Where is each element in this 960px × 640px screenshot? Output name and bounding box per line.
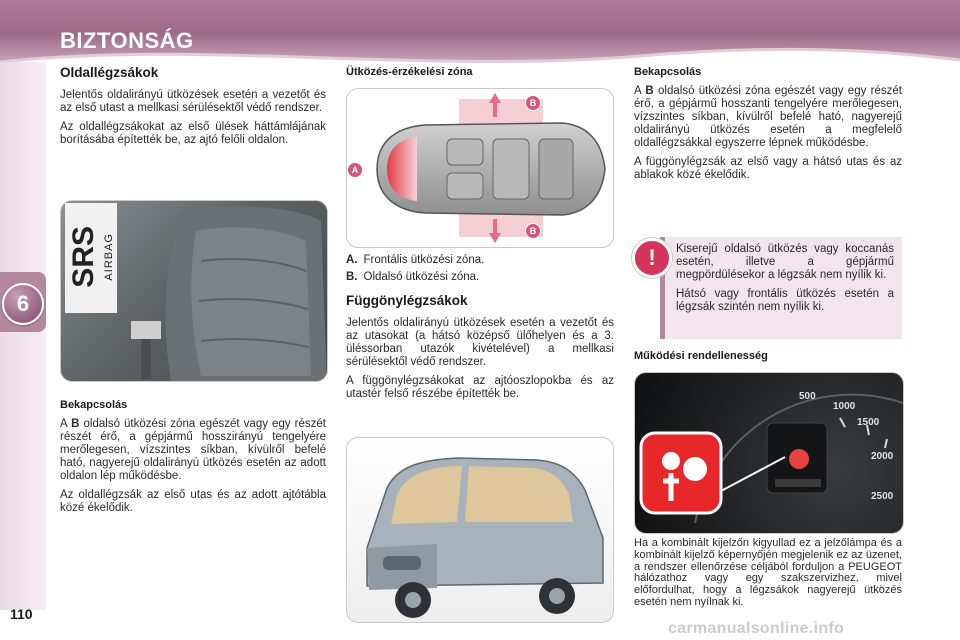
airbag-text: AIRBAG	[103, 233, 115, 281]
right-activation	[634, 66, 902, 188]
page-title: BIZTONSÁG	[60, 28, 194, 53]
sidebar	[0, 62, 46, 610]
car-top-view	[347, 89, 613, 247]
curtain-airbags-heading: Függönylégzsákok	[346, 293, 468, 308]
srs-text: SRS	[67, 226, 100, 288]
left-activation-para2: Az oldallégzsák az első utas és az adott ajtótábla közé ékelődik.	[60, 489, 326, 514]
chapter-number[interactable]: 6	[2, 283, 44, 325]
crash-zone-diagram	[346, 88, 614, 248]
function-heading: Működési rendellenesség	[634, 350, 768, 362]
curtain-para1: Jelentős oldalirányú ütközések esetén a vezetőt és az utasokat (a hátsó középső ülőhelyen és a 3. üléssorban utazók kivételével) a mellkasi sérülésektől védő rendszer.	[346, 317, 614, 368]
zone-heading: Ütközés-érzékelési zóna	[346, 66, 473, 78]
zone-b-letter: B	[645, 85, 654, 97]
side-airbags-para2: Az oldallégzsákokat az első ülések háttámlájának borításába építették be, az ajtó felőli oldalon.	[60, 121, 326, 146]
car-photo	[346, 437, 614, 623]
function-para: Ha a kombinált kijelzőn kigyullad ez a jelzőlámpa és a kombinált kijelző képernyőjén megjelenik ez az üzenet, a rendszer ellenőrzése céljából forduljon a PEUGEOT hálózathoz vagy egy szakszervizhez, mivel előfordulhat, hogy a légzsákok nagyerejű ütközés esetén nem nyílnak ki.	[634, 537, 902, 608]
curtain-para2: A függönylégzsákokat az ajtóoszlopokba és az utastér felső részébe építették be.	[346, 375, 614, 400]
cluster-illustration	[635, 373, 903, 533]
zone-a-badge: A	[347, 162, 363, 178]
warning-text	[676, 243, 894, 320]
tick-label-1000: 1000	[833, 401, 856, 412]
suv-illustration	[347, 438, 613, 622]
tick-label-500: 500	[799, 391, 816, 402]
side-airbags-heading: Oldallégzsákok	[60, 65, 159, 80]
right-activation-para1: A B oldalsó ütközési zóna egészét vagy egy részét érő, a gépjármű hosszanti tengelyére merőlegesen, vízszintes síkban, kívülről befelé ható, nagyerejű oldalirányú ütközés esetén a megfelelő oldallégzsákkal egyszerre lépnek működésbe.	[634, 85, 902, 149]
legend-item-a: A. Frontális ütközési zóna.	[346, 254, 485, 266]
warning-exclamation-icon: !	[632, 238, 672, 278]
tick-label-2500: 2500	[871, 491, 894, 502]
tick-label-2000: 2000	[871, 451, 894, 462]
watermark: carmanualsonline.info	[668, 620, 845, 637]
left-activation-para1: A B oldalsó ütközési zóna egészét vagy egy részét részét érő, a gépjármű hosszirányú tengelyére merőlegesen, vízszintes síkban, kívülről befelé ható, nagyerejű oldalirányú ütközés esetén az adott oldalon lép működésbe.	[60, 418, 326, 482]
left-column	[60, 66, 326, 153]
srs-airbag-label	[67, 205, 115, 309]
tick-label-1500: 1500	[857, 417, 880, 428]
warning-para1: Kiserejű oldalsó ütközés vagy koccanás esetén, illetve a gépjármű megpördülésekor a légzsák nem nyílik ki.	[676, 243, 894, 281]
right-activation-para2: A függönylégzsák az első vagy a hátsó utas és az ablakok közé ékelődik.	[634, 156, 902, 181]
side-airbags-para1: Jelentős oldalirányú ütközések esetén a vezetőt és az első utast a mellkasi sérülésektől védő rendszer.	[60, 89, 326, 114]
seat-photo	[60, 200, 328, 382]
right-activation-heading: Bekapcsolás	[634, 66, 702, 78]
middle-column-top	[346, 66, 614, 85]
warning-para2: Hátsó vagy frontális ütközés esetén a légzsák szintén nem nyílik ki.	[676, 288, 894, 313]
zone-b-badge-top: B	[525, 95, 541, 111]
middle-column-bottom	[346, 254, 614, 407]
page-number: 110	[10, 606, 33, 622]
function-heading-block	[634, 350, 902, 369]
legend-item-b: B. Oldalsó ütközési zóna.	[346, 271, 480, 283]
zone-b-letter: B	[71, 418, 80, 430]
instrument-cluster-photo	[634, 372, 904, 534]
left-activation	[60, 399, 326, 521]
zone-b-badge-bottom: B	[525, 223, 541, 239]
function-text	[634, 538, 902, 615]
left-activation-heading: Bekapcsolás	[60, 399, 128, 411]
